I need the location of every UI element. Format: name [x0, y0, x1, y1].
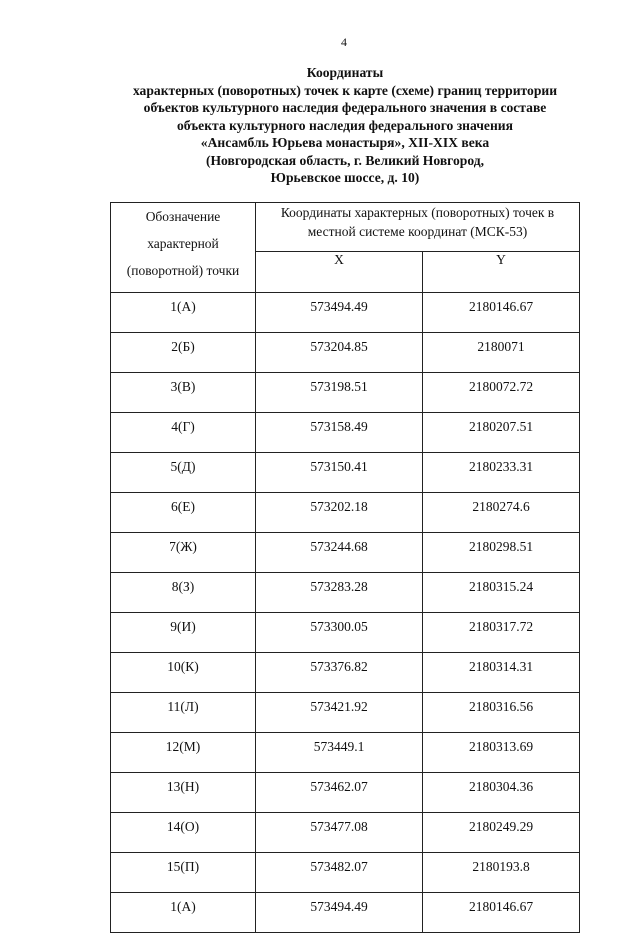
point-column-header: Обозначение характерной (поворотной) точки — [111, 203, 256, 293]
table-row — [111, 573, 580, 613]
x-value-cell: 573150.41 — [256, 453, 423, 493]
y-value-cell: 2180233.31 — [423, 453, 580, 493]
x-value-cell: 573158.49 — [256, 413, 423, 453]
page-number: 4 — [341, 35, 347, 49]
point-cell: 9(И) — [111, 613, 256, 653]
y-value-cell: 2180274.6 — [423, 493, 580, 533]
coordinates-group-header: Координаты характерных (поворотных) точек в местной системе координат (МСК-53) — [256, 203, 580, 252]
y-value-cell: 2180304.36 — [423, 773, 580, 813]
y-value-cell: 2180315.24 — [423, 573, 580, 613]
x-column-header: X — [256, 252, 423, 293]
y-value-cell: 2180317.72 — [423, 613, 580, 653]
point-cell: 7(Ж) — [111, 533, 256, 573]
x-value-cell: 573477.08 — [256, 813, 423, 853]
x-value-cell: 573482.07 — [256, 853, 423, 893]
table-row — [111, 373, 580, 413]
title-line: объектов культурного наследия федерального значения в составе — [143, 100, 547, 115]
y-value-cell: 2180298.51 — [423, 533, 580, 573]
y-value-cell: 2180313.69 — [423, 733, 580, 773]
table-row — [111, 613, 580, 653]
point-cell: 14(О) — [111, 813, 256, 853]
y-value-cell: 2180146.67 — [423, 893, 580, 933]
table-row — [111, 453, 580, 493]
table-row — [111, 533, 580, 573]
title-line: характерных (поворотных) точек к карте (схеме) границ территории — [132, 82, 558, 98]
table-row — [111, 813, 580, 853]
point-cell: 6(Е) — [111, 493, 256, 533]
title-line: Координаты — [306, 65, 384, 80]
table-row — [111, 413, 580, 453]
y-value-cell: 2180071 — [423, 333, 580, 373]
point-cell: 3(В) — [111, 373, 256, 413]
x-value-cell: 573244.68 — [256, 533, 423, 573]
point-cell: 11(Л) — [111, 693, 256, 733]
point-cell: 15(П) — [111, 853, 256, 893]
table-row — [111, 853, 580, 893]
table-body — [111, 293, 580, 933]
x-value-cell: 573421.92 — [256, 693, 423, 733]
y-value-cell: 2180316.56 — [423, 693, 580, 733]
table-row — [111, 493, 580, 533]
table-row — [111, 293, 580, 333]
table-row — [111, 733, 580, 773]
point-cell: 2(Б) — [111, 333, 256, 373]
table-row — [111, 893, 580, 933]
point-cell: 4(Г) — [111, 413, 256, 453]
x-value-cell: 573204.85 — [256, 333, 423, 373]
y-value-cell: 2180207.51 — [423, 413, 580, 453]
table-row — [111, 773, 580, 813]
x-value-cell: 573376.82 — [256, 653, 423, 693]
title-line: объекта культурного наследия федерального значения — [177, 117, 513, 133]
point-cell: 12(М) — [111, 733, 256, 773]
point-cell: 5(Д) — [111, 453, 256, 493]
table-row — [111, 653, 580, 693]
title-line: Юрьевское шоссе, д. 10) — [270, 170, 420, 185]
y-value-cell: 2180314.31 — [423, 653, 580, 693]
coordinates-table — [110, 202, 580, 933]
table-header-row — [111, 203, 580, 252]
x-value-cell: 573283.28 — [256, 573, 423, 613]
x-value-cell: 573202.18 — [256, 493, 423, 533]
table-row — [111, 333, 580, 373]
x-value-cell: 573300.05 — [256, 613, 423, 653]
point-cell: 13(Н) — [111, 773, 256, 813]
y-value-cell: 2180249.29 — [423, 813, 580, 853]
title-line: (Новгородская область, г. Великий Новгород, — [205, 152, 485, 168]
x-value-cell: 573198.51 — [256, 373, 423, 413]
y-value-cell: 2180193.8 — [423, 853, 580, 893]
x-value-cell: 573494.49 — [256, 293, 423, 333]
point-cell: 10(К) — [111, 653, 256, 693]
y-value-cell: 2180146.67 — [423, 293, 580, 333]
title-line: «Ансамбль Юрьева монастыря», XII-XIX века — [200, 135, 490, 150]
x-value-cell: 573462.07 — [256, 773, 423, 813]
y-value-cell: 2180072.72 — [423, 373, 580, 413]
table-row — [111, 693, 580, 733]
point-cell: 1(А) — [111, 293, 256, 333]
point-cell: 1(А) — [111, 893, 256, 933]
document-title — [100, 64, 590, 187]
point-cell: 8(З) — [111, 573, 256, 613]
y-column-header: Y — [423, 252, 580, 293]
x-value-cell: 573494.49 — [256, 893, 423, 933]
x-value-cell: 573449.1 — [256, 733, 423, 773]
